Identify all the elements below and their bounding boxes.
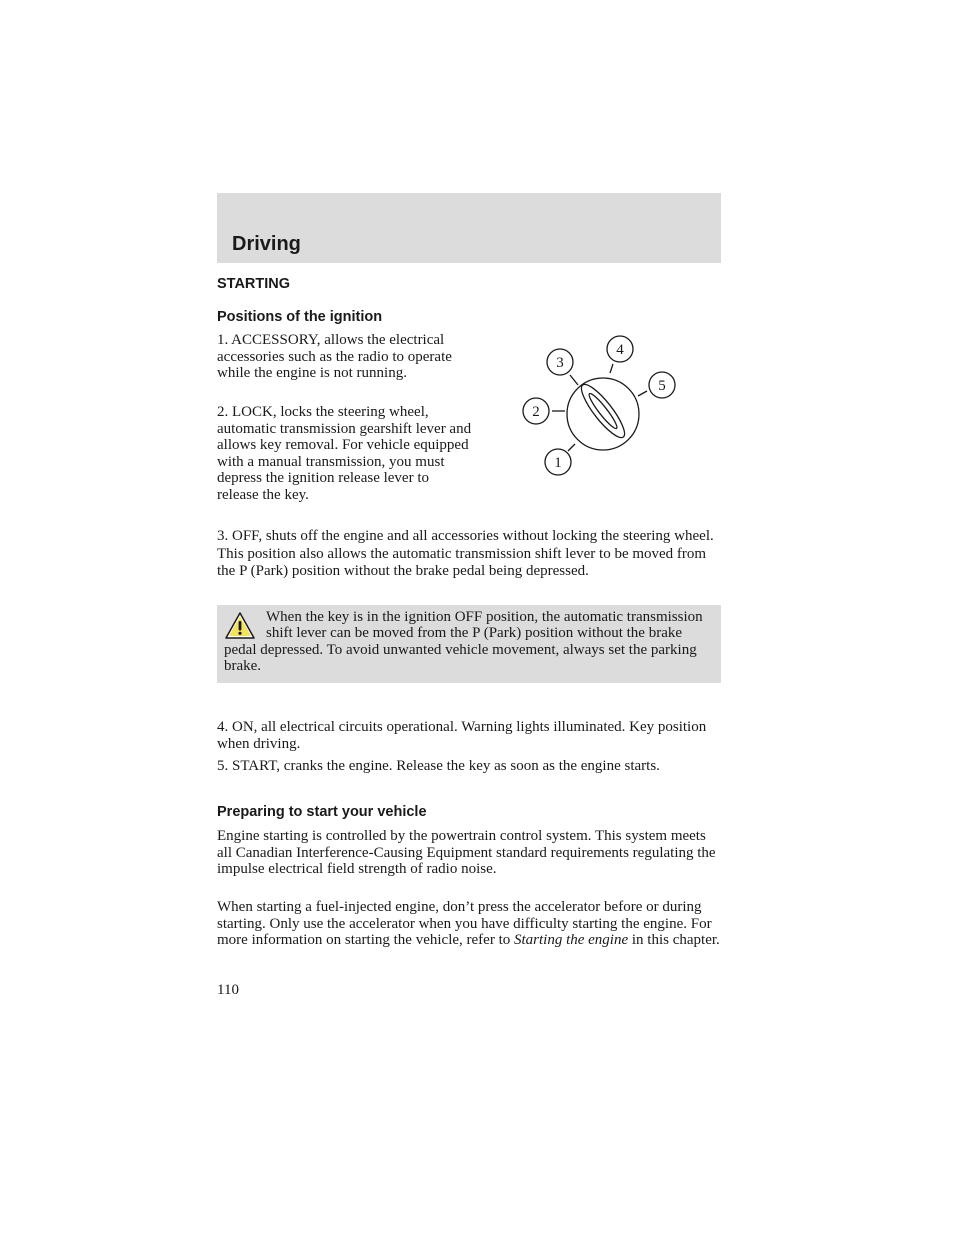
ignition-item-3: 3. OFF, shuts off the engine and all accessories without locking the steering wheel. This position also allows the automatic transmission shift lever to be moved from the P (Park) position without the brake pedal being depressed. <box>217 528 714 580</box>
chapter-title: Driving <box>232 233 301 255</box>
ignition-item-4: 4. ON, all electrical circuits operational. Warning lights illuminated. Key position when driving. <box>217 719 707 752</box>
page-number: 110 <box>217 982 239 998</box>
preparing-paragraph-1: Engine starting is controlled by the powertrain control system. This system meets all Canadian Interference-Causing Equipment standard requirements regulating the impulse electrical field strength of radio noise. <box>217 828 716 878</box>
ignition-item-5: 5. START, cranks the engine. Release the key as soon as the engine starts. <box>217 758 660 774</box>
preparing-heading: Preparing to start your vehicle <box>217 804 427 820</box>
ignition-diagram <box>517 333 682 483</box>
chapter-reference: Starting the engine <box>513 932 629 949</box>
diagram-label-4: 4 <box>616 342 624 358</box>
diagram-label-3: 3 <box>556 355 564 371</box>
ignition-heading: Positions of the ignition <box>217 309 383 325</box>
paragraph-text-end: in this chapter. <box>628 932 720 949</box>
preparing-paragraph-2 <box>217 899 723 949</box>
paragraph-text: When starting a fuel-injected engine, don’t press the accelerator before or during starting. Only use the accelerator when you have difficulty starting the engine. For more information on starting the vehicle, refer to <box>217 899 712 949</box>
warning-box <box>217 605 721 683</box>
ignition-item-2: 2. LOCK, locks the steering wheel, automatic transmission gearshift lever and allows key removal. For vehicle equipped with a manual transmission, you must depress the ignition release lever to release the key. <box>217 404 472 503</box>
diagram-label-5: 5 <box>658 378 666 394</box>
ignition-item-1: 1. ACCESSORY, allows the electrical accessories such as the radio to operate while the engine is not running. <box>217 332 452 382</box>
diagram-label-1: 1 <box>554 455 562 471</box>
section-title: STARTING <box>217 276 291 292</box>
diagram-label-2: 2 <box>532 404 540 420</box>
chapter-header <box>217 193 721 263</box>
warning-text: When the key is in the ignition OFF position, the automatic transmission shift lever can be moved from the P (Park) position without the brake pedal depressed. To avoid unwanted vehicle movement, always set the parking brake. <box>224 609 703 675</box>
